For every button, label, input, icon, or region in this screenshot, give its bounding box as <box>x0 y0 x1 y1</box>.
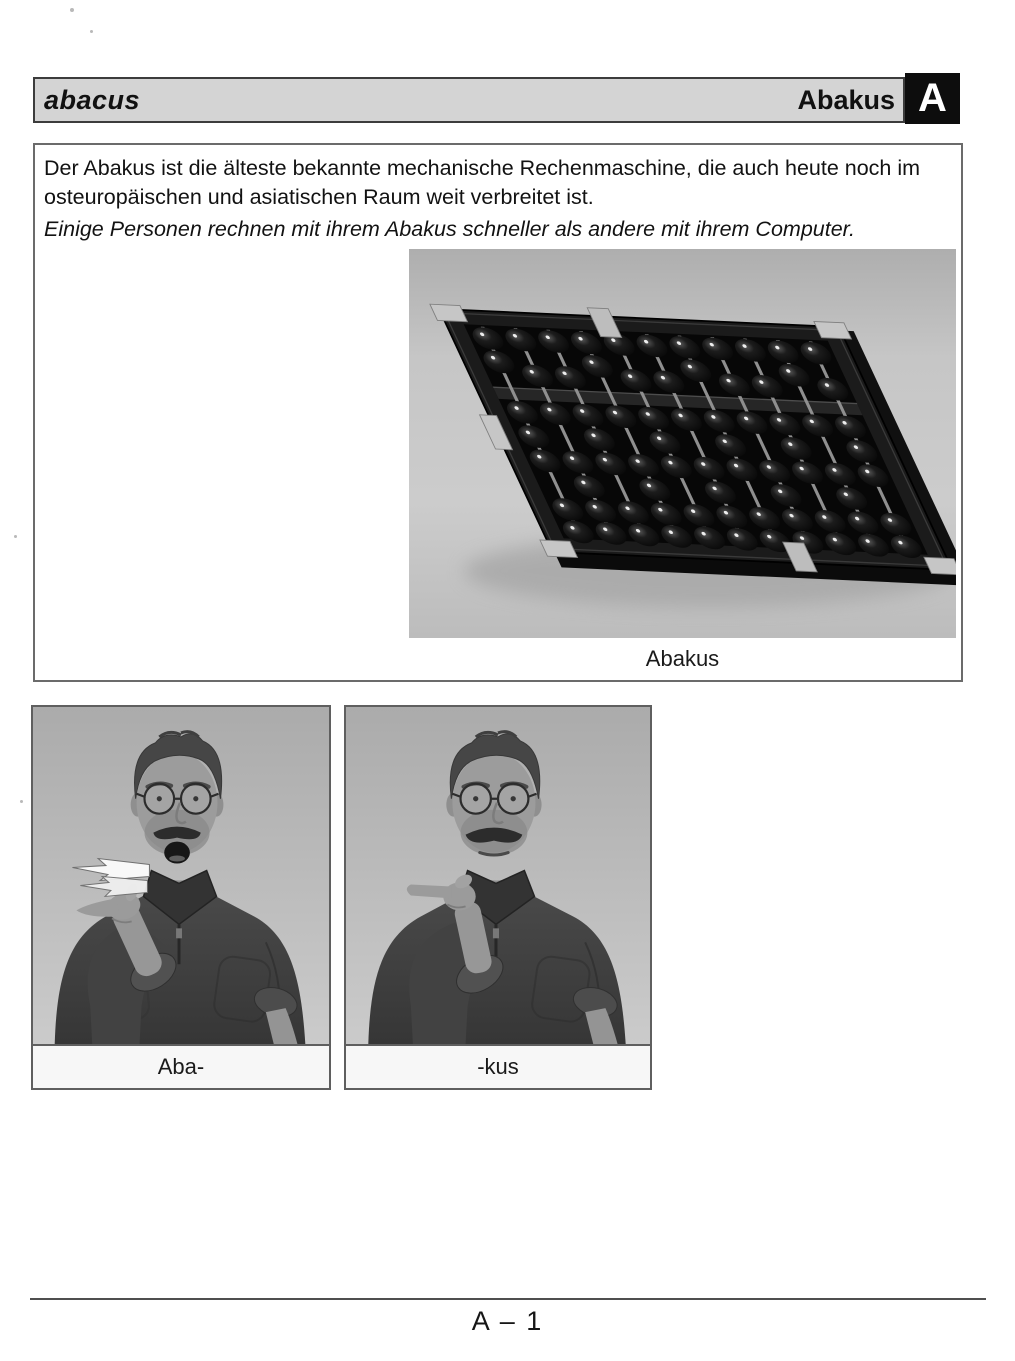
abacus-photo-svg <box>409 249 956 638</box>
section-letter-tab <box>905 73 960 124</box>
entry-translation: Abakus <box>797 84 895 115</box>
sign-caption-text: Aba- <box>157 1054 205 1079</box>
scan-speckle <box>20 800 23 803</box>
sign-photo-kus <box>346 707 650 1044</box>
page-number: A – 1 <box>471 1306 544 1336</box>
section-letter: A <box>918 76 947 120</box>
signer-svg-1 <box>33 707 329 1044</box>
sign-photo-aba <box>33 707 329 1044</box>
entry-header-bar <box>33 77 905 123</box>
definition-text: Der Abakus ist die älteste bekannte mechanische Rechenmaschine, die auch heute noch im osteuropäischen und asiatischen Raum weit verbreitet ist. <box>44 156 921 209</box>
abacus-photo-caption: Abakus <box>645 646 720 671</box>
definition-box <box>33 143 963 682</box>
signer-svg-2 <box>346 707 650 1044</box>
scan-speckle <box>70 8 74 12</box>
abacus-photo <box>409 249 956 638</box>
sign-caption-2 <box>346 1044 650 1088</box>
sign-caption-1 <box>33 1044 329 1088</box>
sign-photo-frame-1 <box>31 705 331 1090</box>
definition-note-italic: Einige Personen rechnen mit ihrem Abakus schneller als andere mit ihrem Computer. <box>44 217 856 241</box>
scan-speckle <box>90 30 93 33</box>
footer-rule <box>30 1298 986 1300</box>
entry-term: abacus <box>44 84 141 115</box>
sign-photo-frame-2 <box>344 705 652 1090</box>
scan-speckle <box>14 535 17 538</box>
sign-caption-text: -kus <box>477 1054 519 1079</box>
